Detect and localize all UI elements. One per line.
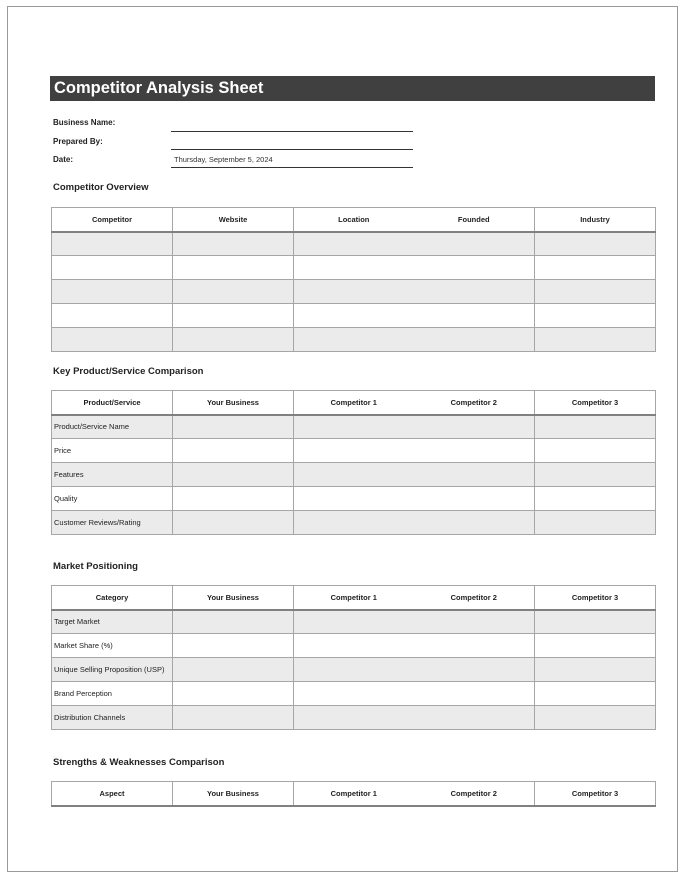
column-header: Competitor 3 <box>535 586 656 610</box>
date-label: Date: <box>53 155 74 164</box>
table-row <box>52 415 656 439</box>
table-cell[interactable] <box>173 610 294 634</box>
table-cell[interactable] <box>294 463 414 487</box>
table-cell[interactable] <box>52 304 173 328</box>
table-cell[interactable] <box>414 280 535 304</box>
table-header-row <box>52 208 656 232</box>
table-cell[interactable] <box>173 463 294 487</box>
table-cell[interactable] <box>294 415 414 439</box>
table-cell[interactable] <box>294 328 414 352</box>
table-cell[interactable] <box>294 511 414 535</box>
table-cell[interactable] <box>294 256 414 280</box>
table-row <box>52 634 656 658</box>
table-cell[interactable] <box>294 658 414 682</box>
column-header: Website <box>173 208 294 232</box>
table-cell[interactable] <box>173 256 294 280</box>
table-cell[interactable] <box>414 328 535 352</box>
table-cell[interactable] <box>173 706 294 730</box>
table-cell[interactable] <box>414 304 535 328</box>
product-comparison-table <box>51 390 656 535</box>
row-label: Brand Perception <box>52 682 173 706</box>
column-header: Competitor <box>52 208 173 232</box>
prepared-by-field[interactable] <box>171 149 413 150</box>
table-cell[interactable] <box>52 232 173 256</box>
column-header: Location <box>294 208 414 232</box>
table-cell[interactable] <box>535 658 656 682</box>
row-label: Customer Reviews/Rating <box>52 511 173 535</box>
table-cell[interactable] <box>414 706 535 730</box>
table-cell[interactable] <box>535 256 656 280</box>
table-cell[interactable] <box>535 487 656 511</box>
table-cell[interactable] <box>535 706 656 730</box>
column-header: Product/Service <box>52 391 173 415</box>
row-label: Quality <box>52 487 173 511</box>
table-cell[interactable] <box>173 439 294 463</box>
table-cell[interactable] <box>294 487 414 511</box>
table-cell[interactable] <box>414 634 535 658</box>
table-row <box>52 682 656 706</box>
table-cell[interactable] <box>535 463 656 487</box>
table-header-row <box>52 782 656 806</box>
table-cell[interactable] <box>294 634 414 658</box>
table-cell[interactable] <box>414 256 535 280</box>
table-cell[interactable] <box>173 232 294 256</box>
column-header: Competitor 2 <box>414 782 535 806</box>
column-header: Industry <box>535 208 656 232</box>
column-header: Your Business <box>173 586 294 610</box>
table-row <box>52 610 656 634</box>
table-cell[interactable] <box>414 658 535 682</box>
column-header: Your Business <box>173 782 294 806</box>
row-label: Price <box>52 439 173 463</box>
table-cell[interactable] <box>294 439 414 463</box>
row-label: Distribution Channels <box>52 706 173 730</box>
table-row <box>52 487 656 511</box>
market-positioning-title: Market Positioning <box>53 561 138 572</box>
table-cell[interactable] <box>535 415 656 439</box>
row-label: Market Share (%) <box>52 634 173 658</box>
table-row <box>52 658 656 682</box>
column-header: Aspect <box>52 782 173 806</box>
table-cell[interactable] <box>414 232 535 256</box>
table-cell[interactable] <box>414 463 535 487</box>
business-name-field[interactable] <box>171 131 413 132</box>
column-header: Your Business <box>173 391 294 415</box>
table-header-row <box>52 391 656 415</box>
table-cell[interactable] <box>535 682 656 706</box>
table-row <box>52 280 656 304</box>
column-header: Founded <box>414 208 535 232</box>
row-label: Unique Selling Proposition (USP) <box>52 658 173 682</box>
table-row <box>52 256 656 280</box>
column-header: Competitor 2 <box>414 391 535 415</box>
column-header: Competitor 3 <box>535 782 656 806</box>
table-row <box>52 439 656 463</box>
table-cell[interactable] <box>535 328 656 352</box>
table-cell[interactable] <box>414 439 535 463</box>
table-cell[interactable] <box>535 232 656 256</box>
table-cell[interactable] <box>173 682 294 706</box>
table-cell[interactable] <box>294 232 414 256</box>
table-row <box>52 328 656 352</box>
strengths-weaknesses-title: Strengths & Weaknesses Comparison <box>53 757 225 768</box>
prepared-by-label: Prepared By: <box>53 137 103 146</box>
table-cell[interactable] <box>414 610 535 634</box>
table-cell[interactable] <box>173 487 294 511</box>
table-row <box>52 463 656 487</box>
table-cell[interactable] <box>414 487 535 511</box>
row-label: Product/Service Name <box>52 415 173 439</box>
date-field-underline <box>171 167 413 168</box>
row-label: Features <box>52 463 173 487</box>
table-cell[interactable] <box>535 511 656 535</box>
column-header: Competitor 1 <box>294 782 414 806</box>
table-cell[interactable] <box>294 610 414 634</box>
row-label: Target Market <box>52 610 173 634</box>
sheet-title: Competitor Analysis Sheet <box>50 76 655 101</box>
table-cell[interactable] <box>294 682 414 706</box>
table-cell[interactable] <box>535 610 656 634</box>
business-name-label: Business Name: <box>53 118 116 127</box>
column-header: Competitor 1 <box>294 586 414 610</box>
table-cell[interactable] <box>414 682 535 706</box>
table-cell[interactable] <box>52 256 173 280</box>
table-cell[interactable] <box>173 415 294 439</box>
table-cell[interactable] <box>294 280 414 304</box>
table-cell[interactable] <box>52 280 173 304</box>
table-cell[interactable] <box>414 415 535 439</box>
table-cell[interactable] <box>173 634 294 658</box>
market-positioning-table <box>51 585 656 730</box>
column-header: Competitor 1 <box>294 391 414 415</box>
column-header: Category <box>52 586 173 610</box>
table-cell[interactable] <box>535 439 656 463</box>
strengths-weaknesses-table <box>51 781 656 807</box>
table-cell[interactable] <box>535 280 656 304</box>
table-cell[interactable] <box>173 511 294 535</box>
table-cell[interactable] <box>173 280 294 304</box>
table-cell[interactable] <box>173 304 294 328</box>
table-header-row <box>52 586 656 610</box>
table-cell[interactable] <box>535 304 656 328</box>
column-header: Competitor 3 <box>535 391 656 415</box>
table-cell[interactable] <box>294 706 414 730</box>
table-cell[interactable] <box>173 328 294 352</box>
table-row <box>52 304 656 328</box>
table-cell[interactable] <box>535 634 656 658</box>
table-row <box>52 706 656 730</box>
product-comparison-title: Key Product/Service Comparison <box>53 366 204 377</box>
table-cell[interactable] <box>414 511 535 535</box>
table-row <box>52 232 656 256</box>
column-header: Competitor 2 <box>414 586 535 610</box>
table-cell[interactable] <box>173 658 294 682</box>
table-cell[interactable] <box>294 304 414 328</box>
date-value[interactable]: Thursday, September 5, 2024 <box>174 155 273 164</box>
competitor-overview-title: Competitor Overview <box>53 182 149 193</box>
competitor-overview-table <box>51 207 656 352</box>
table-cell[interactable] <box>52 328 173 352</box>
table-row <box>52 511 656 535</box>
